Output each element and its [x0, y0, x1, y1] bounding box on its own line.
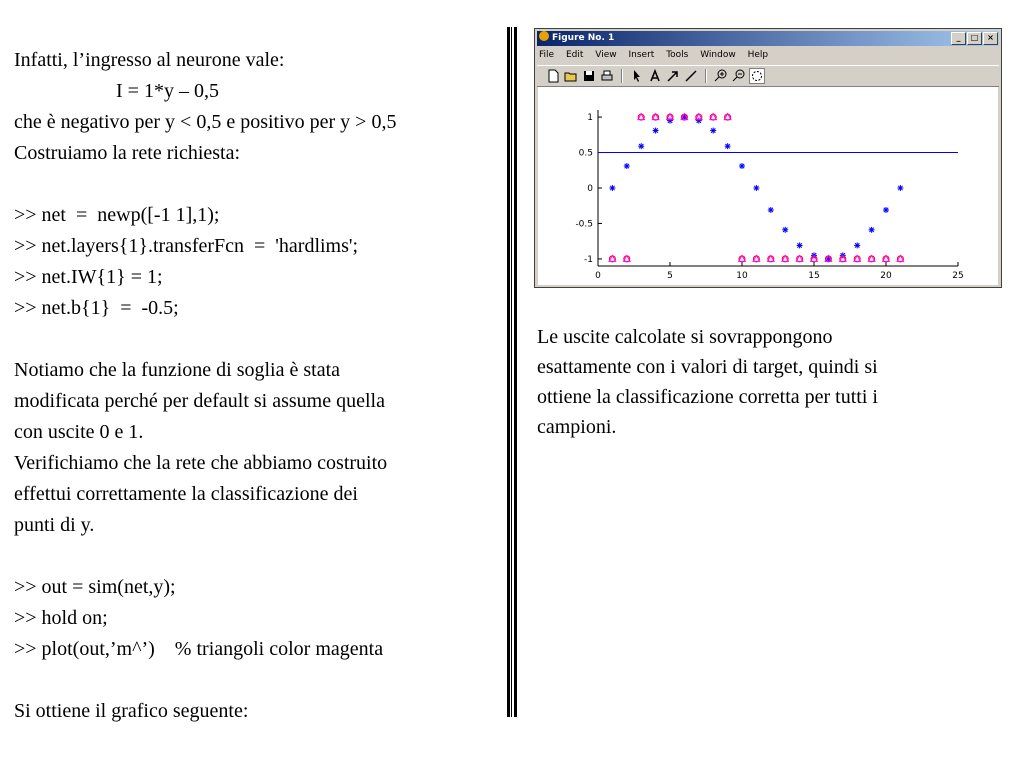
- rotate-3d-icon[interactable]: [749, 68, 765, 84]
- y-tick-label: 0: [587, 184, 593, 194]
- star-marker: [869, 227, 875, 233]
- code-line: >> hold on;: [14, 607, 108, 629]
- toolbar-separator: [705, 69, 707, 83]
- new-file-icon[interactable]: [545, 68, 561, 84]
- figure-title: Figure No. 1: [552, 33, 615, 43]
- window-buttons: [950, 32, 998, 47]
- code-line: >> net = newp([-1 1],1);: [14, 204, 220, 226]
- formula-line: I = 1*y – 0,5: [116, 80, 219, 102]
- star-marker: [725, 143, 731, 149]
- star-marker: [854, 242, 860, 248]
- star-marker: [638, 143, 644, 149]
- y-tick-label: -1: [584, 254, 593, 265]
- figure-titlebar: [537, 31, 999, 46]
- print-icon[interactable]: [599, 68, 615, 84]
- code-line: >> plot(out,’m^’) % triangoli color magenta: [14, 638, 384, 660]
- minimize-button[interactable]: _: [951, 32, 966, 45]
- star-marker: [768, 207, 774, 213]
- scatter-chart: [538, 87, 998, 285]
- text-line: Verifichiamo che la rete che abbiamo costruito: [14, 452, 388, 474]
- text-line: che è negativo per y < 0,5 e positivo per y > 0,5: [14, 111, 397, 133]
- star-marker: [797, 242, 803, 248]
- x-tick-label: 0: [595, 271, 601, 281]
- menu-view[interactable]: View: [595, 50, 617, 60]
- blank-line: [14, 541, 509, 572]
- x-tick-label: 10: [736, 271, 748, 281]
- code-line: >> net.b{1} = -0.5;: [14, 297, 179, 319]
- x-tick-label: 15: [808, 271, 820, 281]
- text-line: esattamente con i valori di target, quindi si: [537, 356, 878, 378]
- insert-arrow-icon[interactable]: [665, 68, 681, 84]
- figure-window: [534, 28, 1002, 288]
- left-text-column: [14, 45, 509, 727]
- x-tick-label: 25: [952, 271, 964, 281]
- blank-line: [14, 169, 509, 200]
- star-marker: [782, 227, 788, 233]
- star-marker: [739, 163, 745, 169]
- text-line: ottiene la classificazione corretta per tutti i: [537, 386, 878, 408]
- text-line: Le uscite calcolate si sovrappongono: [537, 326, 833, 348]
- blank-line: [14, 665, 509, 696]
- zoom-out-icon[interactable]: [731, 68, 747, 84]
- code-line: >> net.IW{1} = 1;: [14, 266, 163, 288]
- y-tick-label: 0.5: [578, 148, 593, 159]
- save-icon[interactable]: [581, 68, 597, 84]
- text-line: campioni.: [537, 416, 617, 438]
- column-divider: [507, 27, 517, 717]
- star-marker: [609, 185, 615, 191]
- menu-window[interactable]: Window: [700, 50, 736, 60]
- maximize-button[interactable]: □: [967, 32, 982, 45]
- right-text-column: [537, 322, 987, 442]
- star-marker: [710, 128, 716, 134]
- menu-insert[interactable]: Insert: [628, 50, 655, 60]
- text-line: effettui correttamente la classificazione dei: [14, 483, 358, 505]
- code-line: >> out = sim(net,y);: [14, 576, 176, 598]
- x-tick-label: 5: [667, 271, 673, 281]
- plot-area: [538, 87, 998, 285]
- star-marker: [897, 185, 903, 191]
- text-line: Costruiamo la rete richiesta:: [14, 142, 241, 164]
- toolbar-separator: [621, 69, 623, 83]
- text-line: con uscite 0 e 1.: [14, 421, 144, 443]
- menu-file[interactable]: File: [539, 50, 555, 60]
- star-marker: [624, 163, 630, 169]
- open-folder-icon[interactable]: [563, 68, 579, 84]
- star-marker: [753, 185, 759, 191]
- star-marker: [653, 128, 659, 134]
- menu-edit[interactable]: Edit: [565, 50, 584, 60]
- zoom-in-icon[interactable]: [713, 68, 729, 84]
- menu-tools[interactable]: Tools: [666, 50, 689, 60]
- y-tick-label: 1: [587, 113, 593, 124]
- matlab-logo-icon: [539, 31, 549, 41]
- menu-help[interactable]: Help: [747, 50, 769, 60]
- y-tick-label: -0.5: [575, 219, 593, 230]
- close-button[interactable]: ×: [983, 32, 998, 45]
- blank-line: [14, 324, 509, 355]
- text-line: punti di y.: [14, 514, 95, 536]
- insert-line-icon[interactable]: [683, 68, 699, 84]
- figure-menubar: [539, 48, 777, 62]
- star-marker: [883, 207, 889, 213]
- text-line: modificata perché per default si assume quella: [14, 390, 385, 412]
- figure-toolbar: [537, 65, 999, 87]
- text-line: Infatti, l’ingresso al neurone vale:: [14, 49, 285, 71]
- text-line: Notiamo che la funzione di soglia è stata: [14, 359, 341, 381]
- x-tick-label: 20: [880, 271, 892, 281]
- text-line: Si ottiene il grafico seguente:: [14, 700, 249, 722]
- select-arrow-icon[interactable]: [629, 68, 645, 84]
- code-line: >> net.layers{1}.transferFcn = 'hardlims';: [14, 235, 359, 257]
- insert-text-icon[interactable]: [647, 68, 663, 84]
